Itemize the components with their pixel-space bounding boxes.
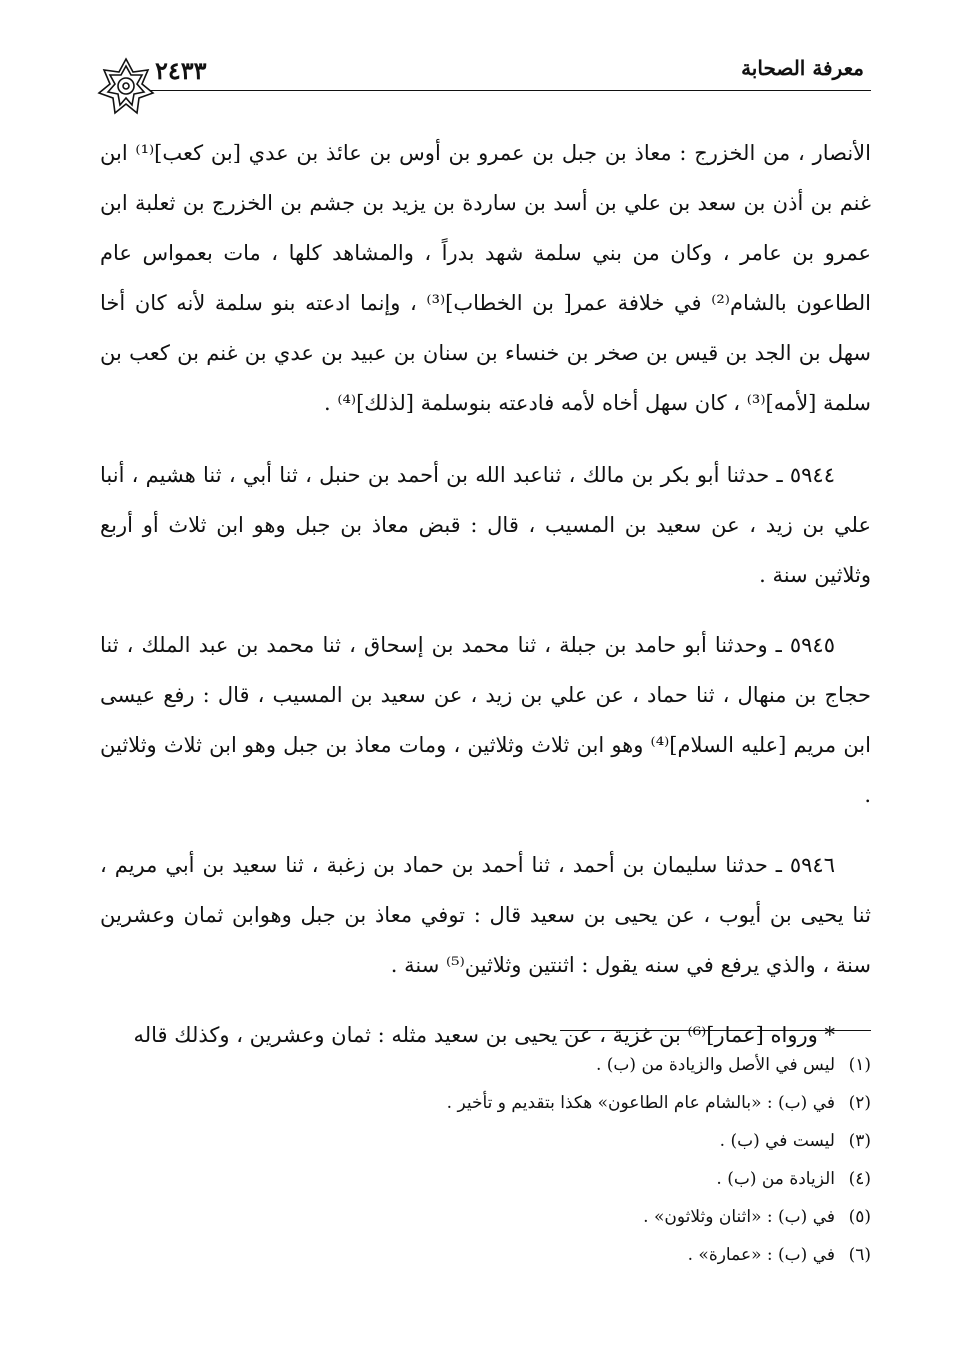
footnote-number: (٣) (848, 1131, 871, 1151)
footnote-item (100, 1236, 871, 1274)
paragraph-hadith-5945: ٥٩٤٥ ـ وحدثنا أبو حامد بن جبلة ، ثنا محمد بن إسحاق ، ثنا محمد بن عبد الملك ، ثنا حجاج بن منهال ، ثنا حماد ، عن علي بن زيد ، عن سعيد بن المسيب ، قال : رفع عيسى ابن مريم [عليه السلام]⁽⁴⁾ وهو ابن ثلاث وثلاثين ، ومات معاذ بن جبل وهو ابن ثلاث وثلاثين . (100, 633, 871, 807)
star-ornament-icon (96, 56, 156, 116)
footnotes-list (100, 1046, 871, 1274)
footnote-number: (٦) (848, 1245, 871, 1265)
footnote-text: ليست في (ب) . (719, 1131, 835, 1151)
main-text (100, 128, 871, 1080)
footnote-text: ليس في الأصل والزيادة من (ب) . (595, 1055, 835, 1075)
footnote-rule (560, 1030, 871, 1031)
footnote-text: الزيادة من (ب) . (716, 1169, 835, 1189)
footnote-item (100, 1198, 871, 1236)
footnote-text: في (ب) : «عمارة» . (687, 1245, 835, 1265)
header-rule (150, 90, 871, 91)
footnote-number: (٤) (848, 1169, 871, 1189)
page-header (95, 52, 864, 92)
footnote-item (100, 1046, 871, 1084)
footnote-text: في (ب) : «بالشام عام الطاعون» هكذا بتقديم و تأخير . (446, 1093, 835, 1113)
footnote-number: (١) (848, 1055, 871, 1075)
page-number: ٢٤٣٣ (155, 56, 207, 85)
footnote-item (100, 1084, 871, 1122)
paragraph-biography: الأنصار ، من الخزرج : معاذ بن جبل بن عمرو بن أوس بن عائذ بن عدي [بن كعب]⁽¹⁾ ابن غنم بن أذن بن سعد بن علي بن أسد بن ساردة بن يزيد بن جشم بن الخزرج بن ثعلبة ابن عمرو بن عامر ، وكان من بني سلمة شهد بدراً ، والمشاهد كلها ، مات بعمواس عام الطاعون بالشام⁽²⁾ في خلافة عمر[ بن الخطاب]⁽³⁾ ، وإنما ادعته بنو سلمة لأنه كان أخا سهل بن الجد بن قيس بن صخر بن خنساء بن سنان بن عبيد بن عدي بن غنم بن كعب بن سلمة [لأمه]⁽³⁾ ، كان سهل أخاه لأمه فادعته بنوسلمة [لذلك]⁽⁴⁾ . (100, 141, 871, 415)
running-title: معرفة الصحابة (741, 56, 864, 80)
footnote-item (100, 1122, 871, 1160)
paragraph-hadith-5944: ٥٩٤٤ ـ حدثنا أبو بكر بن مالك ، ثناعبد الله بن أحمد بن حنبل ، ثنا أبي ، ثنا هشيم ، أنبا علي بن زيد ، عن سعيد بن المسيب ، قال : قبض معاذ بن جبل وهو ابن ثلاث أو أربع وثلاثين سنة . (100, 463, 871, 587)
footnote-item (100, 1160, 871, 1198)
paragraph-narration: * ورواه [عمار]⁽⁶⁾ بن غزية ، عن يحيى بن سعيد مثله : ثمان وعشرين ، وكذلك قاله (133, 1023, 835, 1047)
paragraph-hadith-5946: ٥٩٤٦ ـ حدثنا سليمان بن أحمد ، ثنا أحمد بن حماد بن زغبة ، ثنا سعيد بن أبي مريم ، ثنا يحيى بن أيوب ، عن يحيى بن سعيد قال : توفي معاذ بن جبل وهوابن ثمان وعشرين سنة ، والذي يرفع في سنه يقول : اثنتين وثلاثين⁽⁵⁾ سنة . (100, 853, 871, 977)
footnote-number: (٢) (848, 1093, 871, 1113)
footnote-number: (٥) (848, 1207, 871, 1227)
footnote-text: في (ب) : «اثنان وثلاثون» . (643, 1207, 835, 1227)
